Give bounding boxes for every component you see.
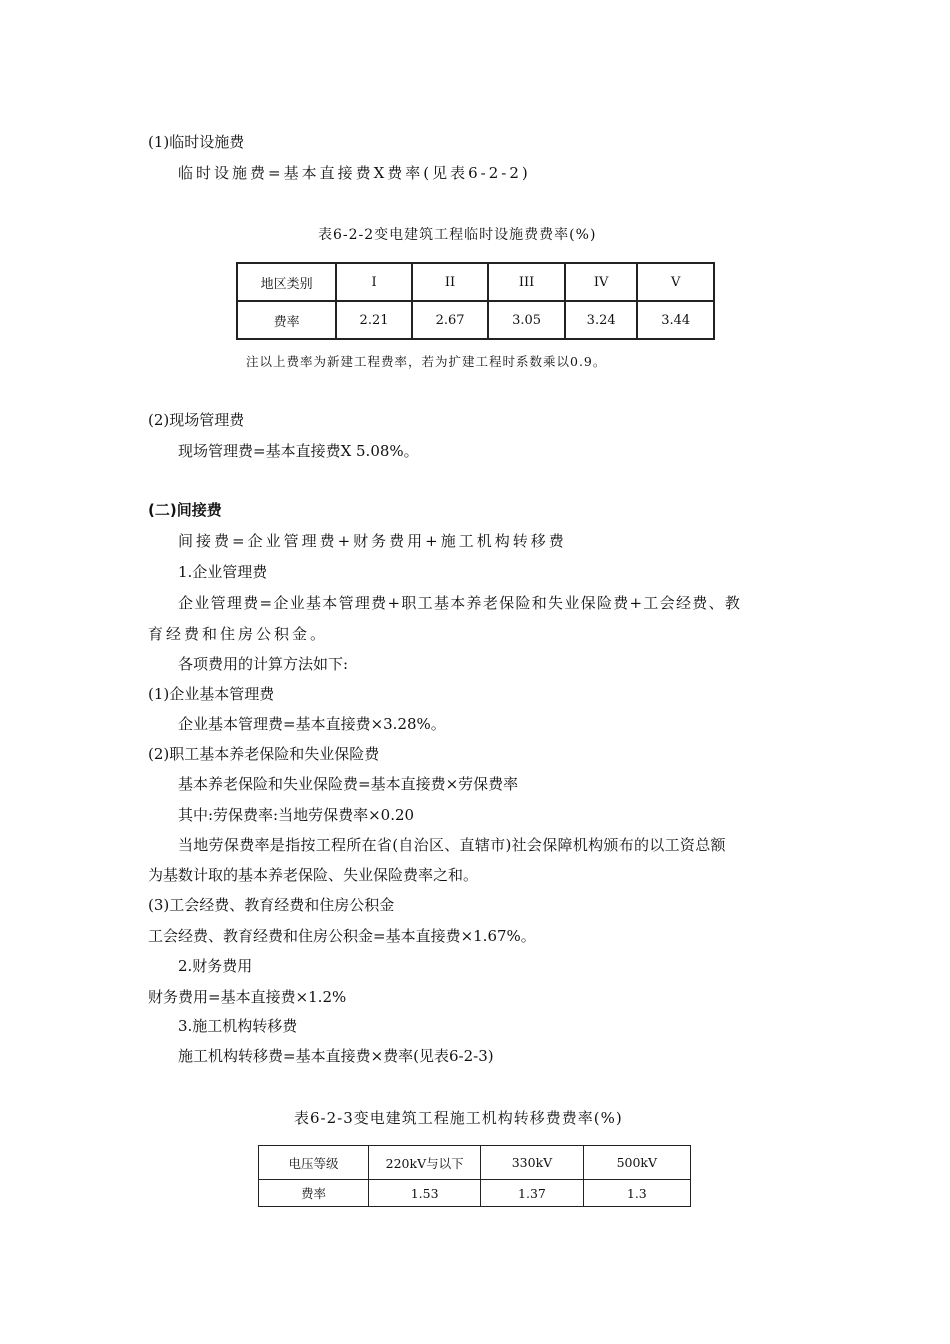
table-cell: 2.67 bbox=[412, 301, 489, 339]
section-heading-site-management: (2)现场管理费 bbox=[148, 411, 245, 429]
table-cell: 220kV与以下 bbox=[369, 1146, 481, 1180]
table-cell: II bbox=[412, 263, 489, 301]
subheading-relocation: 3.施工机构转移费 bbox=[178, 1017, 298, 1035]
table-header-row bbox=[259, 1146, 691, 1180]
table-row bbox=[259, 1180, 691, 1207]
table-cell: 1.53 bbox=[369, 1180, 481, 1207]
table-cell: 地区类别 bbox=[237, 263, 336, 301]
table-cell: 1.3 bbox=[583, 1180, 690, 1207]
table-cell: V bbox=[637, 263, 714, 301]
table-cell: 费率 bbox=[259, 1180, 369, 1207]
table-cell: 电压等级 bbox=[259, 1146, 369, 1180]
methods-intro: 各项费用的计算方法如下: bbox=[178, 655, 349, 673]
table-header-row bbox=[237, 263, 714, 301]
table-caption-6-2-2: 表6-2-2变电建筑工程临时设施费费率(%) bbox=[318, 227, 597, 243]
section-heading-temp-facilities: (1)临时设施费 bbox=[148, 133, 245, 151]
item1-formula: 企业基本管理费=基本直接费×3.28%。 bbox=[178, 715, 446, 733]
table-row bbox=[237, 301, 714, 339]
formula-relocation: 施工机构转移费=基本直接费×费率(见表6-2-3) bbox=[178, 1047, 494, 1065]
section-heading-indirect: (二)间接费 bbox=[148, 501, 222, 519]
item3-heading: (3)工会经费、教育经费和住房公积金 bbox=[148, 896, 395, 914]
paragraph-enterprise-mgmt-line1: 企业管理费=企业基本管理费+职工基本养老保险和失业保险费+工会经费、教 bbox=[178, 594, 742, 612]
item2-heading: (2)职工基本养老保险和失业保险费 bbox=[148, 745, 380, 763]
item1-heading: (1)企业基本管理费 bbox=[148, 685, 275, 703]
table-6-2-3 bbox=[258, 1145, 691, 1207]
formula-site-management: 现场管理费=基本直接费X 5.08%。 bbox=[178, 442, 419, 460]
table-cell: IV bbox=[565, 263, 638, 301]
table-cell: 1.37 bbox=[481, 1180, 583, 1207]
table-cell: 330kV bbox=[481, 1146, 583, 1180]
table-cell: 3.44 bbox=[637, 301, 714, 339]
table-note: 注以上费率为新建工程费率，若为扩建工程时系数乘以0.9。 bbox=[246, 354, 607, 369]
item2-where: 其中:劳保费率:当地劳保费率×0.20 bbox=[178, 806, 415, 824]
table-cell: 500kV bbox=[583, 1146, 690, 1180]
item2-paragraph-line2: 为基数计取的基本养老保险、失业保险费率之和。 bbox=[148, 866, 479, 884]
subheading-enterprise-mgmt: 1.企业管理费 bbox=[178, 563, 268, 581]
table-cell: III bbox=[488, 263, 565, 301]
item3-formula: 工会经费、教育经费和住房公积金=基本直接费×1.67%。 bbox=[148, 927, 536, 945]
table-caption-6-2-3: 表6-2-3变电建筑工程施工机构转移费费率(%) bbox=[294, 1109, 623, 1127]
item2-paragraph-line1: 当地劳保费率是指按工程所在省(自治区、直辖市)社会保障机构颁布的以工资总额 bbox=[178, 836, 726, 854]
table-cell: 费率 bbox=[237, 301, 336, 339]
table-cell: 3.05 bbox=[488, 301, 565, 339]
table-6-2-2 bbox=[236, 262, 715, 340]
item2-formula: 基本养老保险和失业保险费=基本直接费×劳保费率 bbox=[178, 775, 519, 793]
table-cell: 2.21 bbox=[336, 301, 412, 339]
formula-temp-facilities: 临时设施费=基本直接费X费率(见表6-2-2) bbox=[178, 164, 531, 182]
formula-indirect: 间接费=企业管理费+财务费用+施工机构转移费 bbox=[178, 532, 567, 550]
formula-financial: 财务费用=基本直接费×1.2% bbox=[148, 988, 347, 1006]
table-cell: 3.24 bbox=[565, 301, 638, 339]
table-cell: I bbox=[336, 263, 412, 301]
paragraph-enterprise-mgmt-line2: 育经费和住房公积金。 bbox=[148, 625, 329, 643]
subheading-financial: 2.财务费用 bbox=[178, 957, 253, 975]
